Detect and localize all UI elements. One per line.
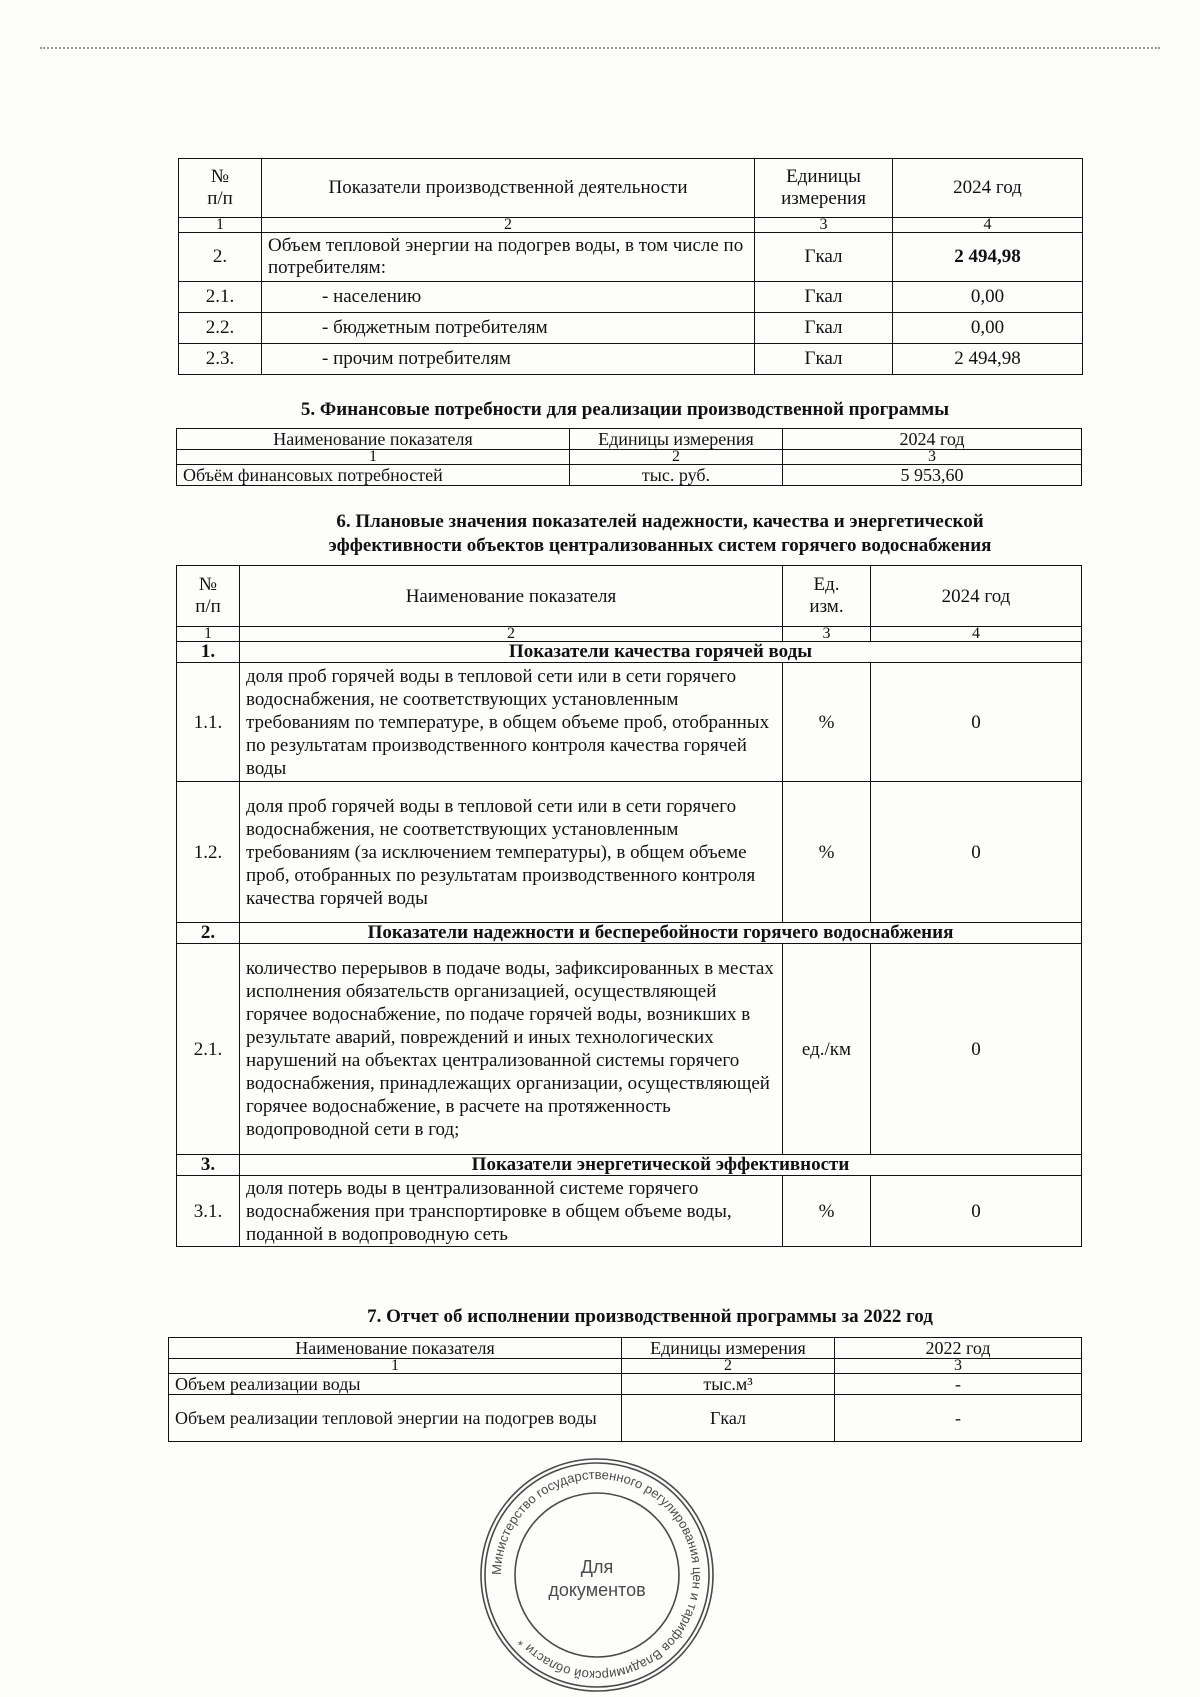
official-stamp [477,1455,717,1695]
group-row [177,923,1082,944]
header-year: 2024 год [783,429,1082,450]
group-num: 3. [177,1155,240,1176]
row-unit: Гкал [622,1395,835,1442]
group-title: Показатели качества горячей воды [240,642,1082,663]
execution-report-table [168,1337,1082,1442]
stamp-ring-text: Министерство государственного регулирования цен и тарифов Владимирской области * [488,1466,706,1684]
row-name: доля проб горячей воды в тепловой сети или в сети горячего водоснабжения, не соответствующих установленным требованиям по температуре, в общем объеме проб, отобранных по результатам производственного контроля качества горячей воды [240,663,783,782]
colnum: 4 [893,218,1083,233]
row-name: Объем реализации воды [169,1374,622,1395]
table-header-row [177,429,1082,450]
row-num: 2. [179,233,262,282]
header-indicator: Наименование показателя [177,429,570,450]
section-7-title: 7. Отчет об исполнении производственной программы за 2022 год [367,1306,933,1327]
financial-needs-table [176,428,1082,486]
header-year: 2024 год [871,566,1082,627]
header-year: 2022 год [835,1338,1082,1359]
header-indicator: Наименование показателя [169,1338,622,1359]
row-unit: ед./км [783,944,871,1155]
colnum: 1 [169,1359,622,1374]
scan-artifact-line [40,47,1160,49]
table-header-row [169,1338,1082,1359]
column-number-row [177,450,1082,465]
row-name: доля проб горячей воды в тепловой сети или в сети горячего водоснабжения, не соответствующих установленным требованиям (за исключением температуры), в общем объеме проб, отобранных по результатам производственного контроля качества горячей воды [240,782,783,923]
table-row [179,233,1083,282]
group-title: Показатели надежности и бесперебойности горячего водоснабжения [240,923,1082,944]
table-row [179,344,1083,375]
table-header-row [179,159,1083,218]
colnum: 2 [262,218,755,233]
row-value: 2 494,98 [893,233,1083,282]
row-num: 3.1. [177,1176,240,1247]
stamp-center-line-2: документов [548,1580,646,1600]
header-unit: Ед. изм. [783,566,871,627]
colnum: 1 [179,218,262,233]
row-unit: % [783,663,871,782]
table-row [169,1395,1082,1442]
row-value: - [835,1374,1082,1395]
row-name: Объем реализации тепловой энергии на подогрев воды [169,1395,622,1442]
row-name: - прочим потребителям [262,344,755,375]
row-value: 0 [871,782,1082,923]
row-name: доля потерь воды в централизованной системе горячего водоснабжения при транспортировке в общем объеме воды, поданной в водопроводную сеть [240,1176,783,1247]
row-unit: % [783,1176,871,1247]
header-year: 2024 год [893,159,1083,218]
header-indicator: Наименование показателя [240,566,783,627]
row-value: 0 [871,1176,1082,1247]
stamp-center-line-1: Для [580,1557,614,1577]
header-num: № п/п [177,566,240,627]
colnum: 3 [783,450,1082,465]
row-num: 1.1. [177,663,240,782]
row-name: количество перерывов в подаче воды, зафиксированных в местах исполнения обязательств организацией, осуществляющей горячее водоснабжение, по подаче горячей воды, возникших в результате аварий, повреждений и иных технологических нарушений на объектах централизованной системы горячего водоснабжения, принадлежащих организации, осуществляющей горячее водоснабжение, в расчете на протяженность водопроводной сети в год; [240,944,783,1155]
group-row [177,1155,1082,1176]
group-num: 1. [177,642,240,663]
colnum: 1 [177,627,240,642]
table-row [179,313,1083,344]
row-unit: Гкал [755,344,893,375]
row-name: - бюджетным потребителям [262,313,755,344]
row-value: 0 [871,944,1082,1155]
table-row [179,282,1083,313]
colnum: 3 [783,627,871,642]
colnum: 4 [871,627,1082,642]
table-row [177,663,1082,782]
colnum: 2 [622,1359,835,1374]
header-num: № п/п [179,159,262,218]
row-name: - населению [262,282,755,313]
row-unit: Гкал [755,282,893,313]
reliability-quality-table [176,565,1082,1247]
table-row [177,465,1082,486]
group-num: 2. [177,923,240,944]
row-value: 0,00 [893,282,1083,313]
colnum: 3 [835,1359,1082,1374]
group-title: Показатели энергетической эффективности [240,1155,1082,1176]
group-row [177,642,1082,663]
row-num: 2.1. [179,282,262,313]
row-unit: тыс.м³ [622,1374,835,1395]
row-unit: % [783,782,871,923]
column-number-row [169,1359,1082,1374]
colnum: 2 [240,627,783,642]
table-row [177,782,1082,923]
column-number-row [179,218,1083,233]
colnum: 1 [177,450,570,465]
row-unit: Гкал [755,233,893,282]
header-unit: Единицы измерения [570,429,783,450]
row-name: Объем тепловой энергии на подогрев воды, в том числе по потребителям: [262,233,755,282]
row-value: - [835,1395,1082,1442]
row-num: 1.2. [177,782,240,923]
colnum: 3 [755,218,893,233]
row-value: 0 [871,663,1082,782]
header-unit: Единицы измерения [755,159,893,218]
table-header-row [177,566,1082,627]
colnum: 2 [570,450,783,465]
row-name: Объём финансовых потребностей [177,465,570,486]
row-num: 2.3. [179,344,262,375]
table-row [177,944,1082,1155]
production-indicators-table [178,158,1083,375]
table-row [169,1374,1082,1395]
section-5-title: 5. Финансовые потребности для реализации производственной программы [300,399,950,420]
section-6-title: 6. Плановые значения показателей надежности, качества и энергетической эффективности объектов централизованных систем горячего водоснабжения [328,511,992,556]
header-indicator: Показатели производственной деятельности [262,159,755,218]
row-value: 5 953,60 [783,465,1082,486]
column-number-row [177,627,1082,642]
row-unit: тыс. руб. [570,465,783,486]
row-unit: Гкал [755,313,893,344]
header-unit: Единицы измерения [622,1338,835,1359]
row-num: 2.1. [177,944,240,1155]
row-value: 0,00 [893,313,1083,344]
table-row [177,1176,1082,1247]
row-value: 2 494,98 [893,344,1083,375]
row-num: 2.2. [179,313,262,344]
